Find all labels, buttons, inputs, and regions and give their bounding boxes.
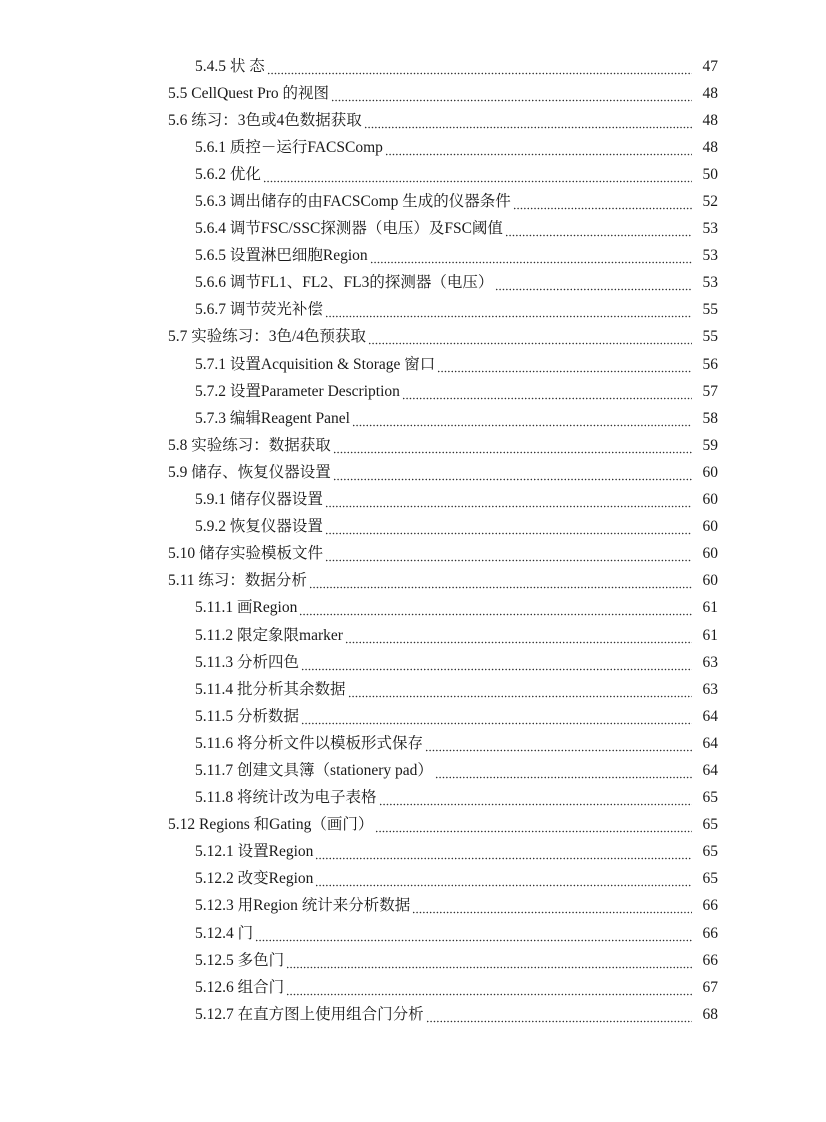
toc-entry[interactable]	[0, 351, 826, 378]
toc-entry-page-number: 65	[702, 843, 718, 861]
toc-entry[interactable]	[0, 378, 826, 405]
toc-entry[interactable]	[0, 920, 826, 947]
toc-entry-title: 5.6.3 调出储存的由FACSComp 生成的仪器条件	[195, 193, 511, 211]
toc-entry-page-number: 60	[702, 545, 718, 563]
toc-entry-title: 5.11.6 将分析文件以模板形式保存	[195, 734, 424, 752]
toc-entry[interactable]	[0, 324, 826, 351]
toc-entry-title: 5.12 Regions 和Gating（画门）	[168, 816, 374, 834]
toc-entry-title: 5.12.6 组合门	[195, 978, 285, 996]
toc-entry-page-number: 55	[702, 328, 718, 346]
toc-entry-page-number: 60	[702, 572, 718, 590]
toc-entry-title: 5.11.2 限定象限marker	[195, 626, 343, 644]
dot-leader	[375, 815, 692, 835]
toc-entry[interactable]	[0, 1001, 826, 1028]
dot-leader	[301, 653, 692, 673]
toc-entry-title: 5.4.5 状 态	[195, 57, 265, 75]
toc-entry-page-number: 60	[702, 518, 718, 536]
toc-entry-title: 5.5 CellQuest Pro 的视图	[168, 84, 330, 102]
toc-entry[interactable]	[0, 839, 826, 866]
dot-leader	[315, 869, 692, 889]
toc-entry[interactable]	[0, 595, 826, 622]
toc-entry[interactable]	[0, 649, 826, 676]
toc-entry[interactable]	[0, 188, 826, 215]
dot-leader	[309, 571, 692, 591]
toc-entry-page-number: 57	[702, 382, 718, 400]
toc-entry-title: 5.12.4 门	[195, 924, 254, 942]
dot-leader	[299, 598, 692, 618]
toc-entry-page-number: 55	[702, 301, 718, 319]
toc-entry-title: 5.11 练习：数据分析	[168, 572, 307, 590]
dot-leader	[301, 707, 692, 727]
table-of-contents	[0, 53, 826, 1028]
toc-entry-page-number: 53	[702, 220, 718, 238]
toc-entry-page-number: 63	[702, 680, 718, 698]
dot-leader	[402, 382, 692, 402]
toc-entry-title: 5.8 实验练习：数据获取	[168, 436, 331, 454]
dot-leader	[385, 138, 692, 158]
toc-entry-title: 5.11.4 批分析其余数据	[195, 680, 346, 698]
toc-entry[interactable]	[0, 53, 826, 80]
toc-entry[interactable]	[0, 785, 826, 812]
toc-entry[interactable]	[0, 947, 826, 974]
dot-leader	[505, 219, 692, 239]
dot-leader	[426, 1005, 692, 1025]
toc-entry-page-number: 50	[702, 165, 718, 183]
toc-entry-title: 5.6 练习：3色或4色数据获取	[168, 111, 362, 129]
toc-entry[interactable]	[0, 270, 826, 297]
toc-entry[interactable]	[0, 974, 826, 1001]
toc-entry[interactable]	[0, 757, 826, 784]
toc-entry-page-number: 66	[702, 897, 718, 915]
toc-entry-title: 5.6.2 优化	[195, 165, 261, 183]
toc-entry-page-number: 47	[702, 57, 718, 75]
dot-leader	[331, 84, 692, 104]
dot-leader	[348, 680, 692, 700]
dot-leader	[370, 246, 692, 266]
toc-entry[interactable]	[0, 893, 826, 920]
toc-entry-page-number: 48	[702, 84, 718, 102]
toc-entry[interactable]	[0, 622, 826, 649]
dot-leader	[325, 517, 692, 537]
dot-leader	[263, 165, 692, 185]
toc-entry-title: 5.12.1 设置Region	[195, 843, 314, 861]
toc-entry[interactable]	[0, 134, 826, 161]
toc-entry[interactable]	[0, 487, 826, 514]
dot-leader	[368, 327, 692, 347]
toc-entry-page-number: 48	[702, 111, 718, 129]
dot-leader	[495, 273, 692, 293]
toc-entry[interactable]	[0, 459, 826, 486]
toc-entry-page-number: 60	[702, 463, 718, 481]
toc-entry-page-number: 61	[702, 626, 718, 644]
toc-entry-page-number: 64	[702, 707, 718, 725]
toc-entry[interactable]	[0, 243, 826, 270]
toc-entry-page-number: 65	[702, 816, 718, 834]
dot-leader	[513, 192, 692, 212]
toc-entry-title: 5.12.3 用Region 统计来分析数据	[195, 897, 411, 915]
toc-entry-page-number: 60	[702, 491, 718, 509]
toc-entry[interactable]	[0, 80, 826, 107]
toc-entry-page-number: 61	[702, 599, 718, 617]
toc-entry[interactable]	[0, 297, 826, 324]
toc-entry[interactable]	[0, 812, 826, 839]
dot-leader	[286, 951, 692, 971]
toc-entry[interactable]	[0, 541, 826, 568]
dot-leader	[333, 436, 692, 456]
toc-entry-title: 5.7.1 设置Acquisition & Storage 窗口	[195, 355, 436, 373]
dot-leader	[325, 490, 692, 510]
toc-entry-title: 5.9.1 储存仪器设置	[195, 491, 323, 509]
toc-entry-page-number: 53	[702, 274, 718, 292]
dot-leader	[315, 842, 692, 862]
toc-entry[interactable]	[0, 405, 826, 432]
dot-leader	[364, 111, 692, 131]
toc-entry-page-number: 68	[702, 1005, 718, 1023]
toc-entry-title: 5.6.5 设置淋巴细胞Region	[195, 247, 368, 265]
toc-entry[interactable]	[0, 161, 826, 188]
toc-entry-page-number: 52	[702, 193, 718, 211]
toc-entry[interactable]	[0, 216, 826, 243]
toc-entry-page-number: 66	[702, 951, 718, 969]
toc-entry[interactable]	[0, 514, 826, 541]
toc-entry-page-number: 53	[702, 247, 718, 265]
toc-entry-title: 5.11.3 分析四色	[195, 653, 300, 671]
dot-leader	[435, 761, 692, 781]
toc-entry-page-number: 63	[702, 653, 718, 671]
dot-leader	[352, 409, 692, 429]
toc-entry[interactable]	[0, 432, 826, 459]
toc-entry-title: 5.12.7 在直方图上使用组合门分析	[195, 1005, 424, 1023]
dot-leader	[412, 896, 692, 916]
toc-entry-title: 5.11.5 分析数据	[195, 707, 300, 725]
toc-entry-title: 5.6.7 调节荧光补偿	[195, 301, 323, 319]
toc-entry-title: 5.6.1 质控－运行FACSComp	[195, 138, 383, 156]
toc-entry-page-number: 58	[702, 409, 718, 427]
toc-entry-page-number: 65	[702, 870, 718, 888]
toc-entry-page-number: 48	[702, 138, 718, 156]
toc-entry-title: 5.11.8 将统计改为电子表格	[195, 789, 377, 807]
toc-entry-page-number: 66	[702, 924, 718, 942]
toc-entry-page-number: 64	[702, 734, 718, 752]
toc-entry-title: 5.12.2 改变Region	[195, 870, 314, 888]
toc-entry[interactable]	[0, 568, 826, 595]
toc-entry-page-number: 67	[702, 978, 718, 996]
toc-entry-title: 5.6.4 调节FSC/SSC探测器（电压）及FSC阈值	[195, 220, 503, 238]
toc-entry-page-number: 64	[702, 761, 718, 779]
toc-entry-page-number: 56	[702, 355, 718, 373]
toc-entry[interactable]	[0, 703, 826, 730]
dot-leader	[325, 300, 692, 320]
toc-entry[interactable]	[0, 866, 826, 893]
toc-entry-title: 5.12.5 多色门	[195, 951, 285, 969]
toc-entry-title: 5.9 储存、恢复仪器设置	[168, 463, 331, 481]
toc-entry[interactable]	[0, 107, 826, 134]
dot-leader	[345, 626, 692, 646]
toc-entry-title: 5.7 实验练习：3色/4色预获取	[168, 328, 367, 346]
dot-leader	[379, 788, 692, 808]
toc-entry-title: 5.7.3 编辑Reagent Panel	[195, 409, 350, 427]
toc-entry[interactable]	[0, 676, 826, 703]
dot-leader	[333, 463, 692, 483]
toc-entry-page-number: 59	[702, 436, 718, 454]
toc-entry-title: 5.10 储存实验模板文件	[168, 545, 324, 563]
toc-entry-page-number: 65	[702, 789, 718, 807]
toc-entry-title: 5.11.1 画Region	[195, 599, 298, 617]
dot-leader	[255, 924, 692, 944]
dot-leader	[425, 734, 692, 754]
toc-entry[interactable]	[0, 730, 826, 757]
dot-leader	[437, 355, 692, 375]
toc-entry-title: 5.6.6 调节FL1、FL2、FL3的探测器（电压）	[195, 274, 494, 292]
dot-leader	[267, 57, 692, 77]
toc-entry-title: 5.7.2 设置Parameter Description	[195, 382, 400, 400]
dot-leader	[286, 978, 692, 998]
toc-entry-title: 5.9.2 恢复仪器设置	[195, 518, 323, 536]
toc-entry-title: 5.11.7 创建文具簿（stationery pad）	[195, 761, 433, 779]
dot-leader	[325, 544, 692, 564]
